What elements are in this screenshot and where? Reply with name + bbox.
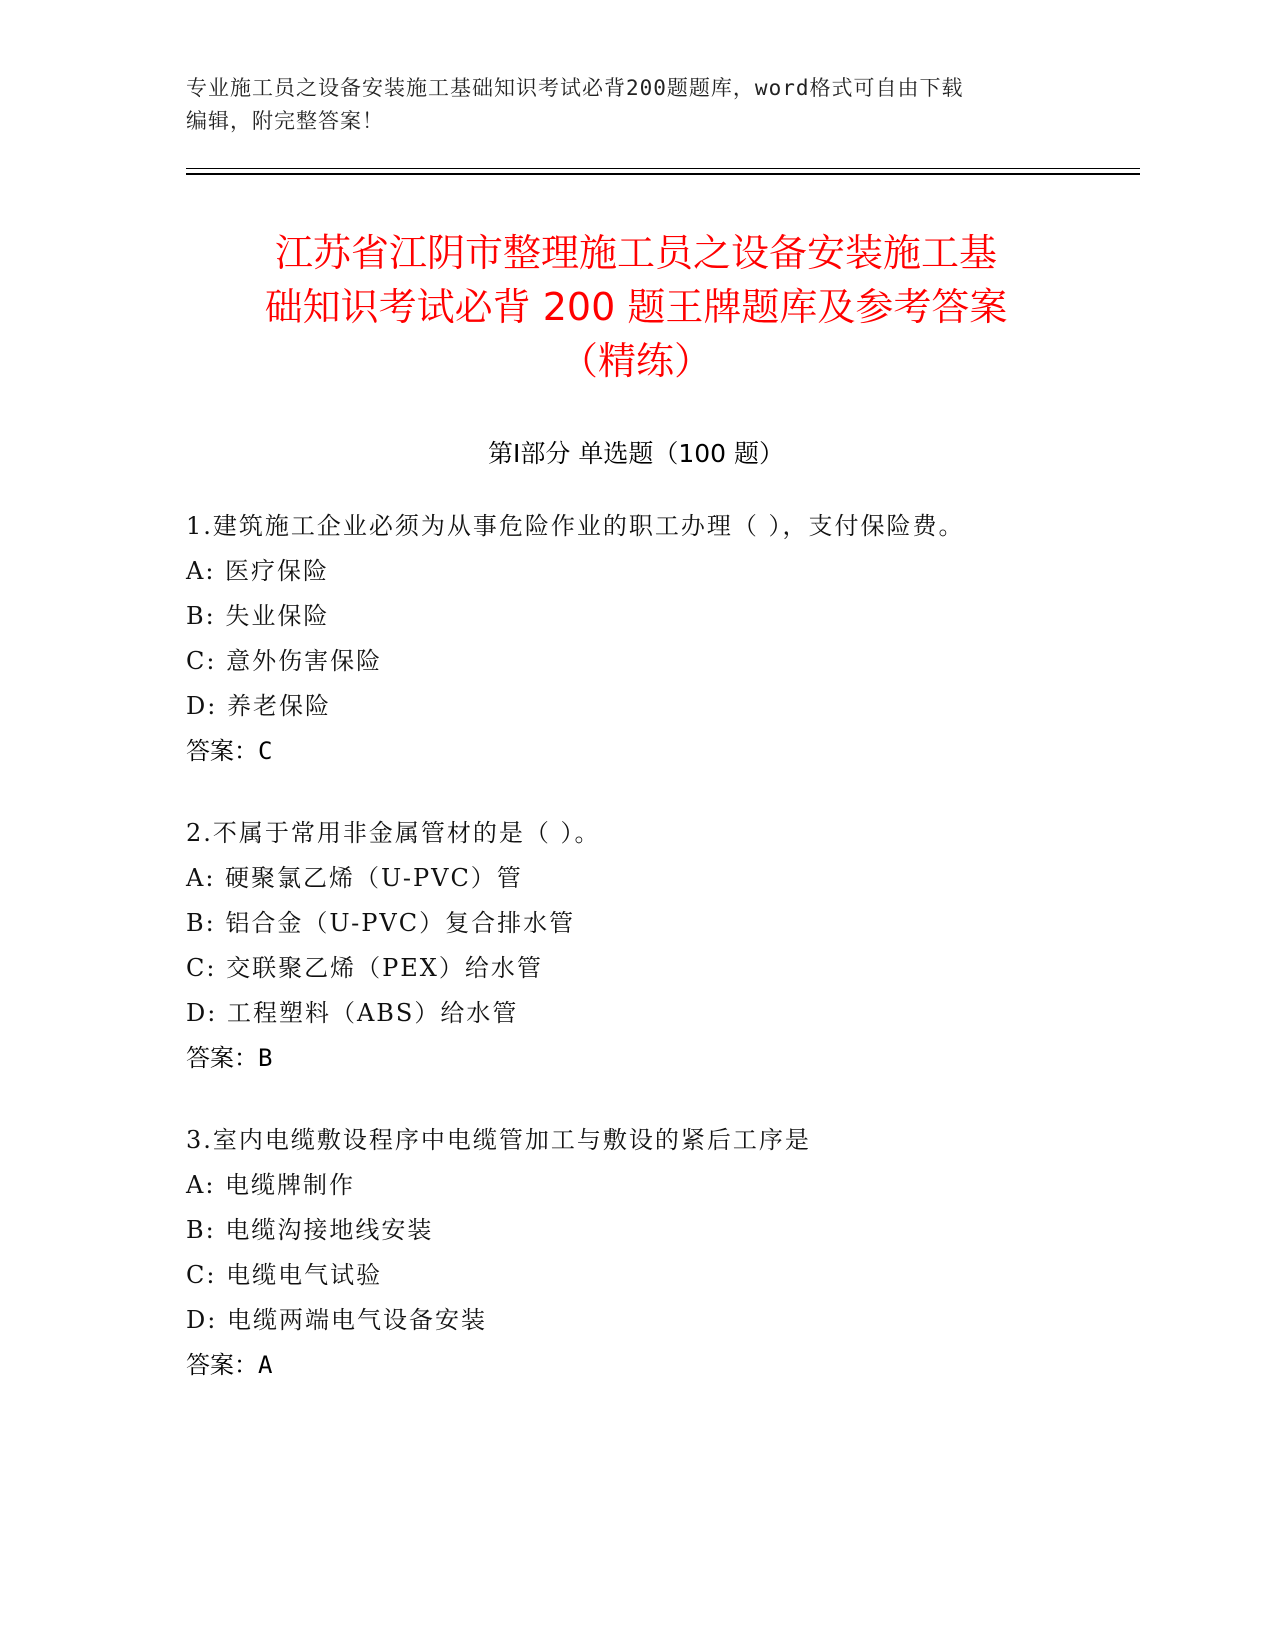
header-note-line-2: 编辑，附完整答案！	[186, 109, 384, 133]
header-note	[186, 72, 1086, 138]
option-c: C: 电缆电气试验	[186, 1261, 383, 1289]
question-stem: 2.不属于常用非金属管材的是（ ）。	[186, 819, 601, 847]
option-b: B: 失业保险	[186, 602, 330, 630]
header-divider-thick	[186, 173, 1140, 175]
document-title-line-2: 础知识考试必背 200 题王牌题库及参考答案	[264, 285, 1008, 329]
question-1	[186, 504, 1136, 774]
question-stem: 3.室内电缆敷设程序中电缆管加工与敷设的紧后工序是	[186, 1126, 811, 1154]
option-a: A: 医疗保险	[186, 557, 330, 585]
document-title-line-3: （精练）	[559, 339, 712, 383]
answer-value: A	[258, 1351, 273, 1379]
option-c: C: 意外伤害保险	[186, 647, 383, 675]
answer-label: 答案：	[186, 1044, 258, 1072]
answer-line	[186, 729, 1136, 774]
document-title-line-1: 江苏省江阴市整理施工员之设备安装施工基	[274, 231, 997, 275]
option-a: A: 硬聚氯乙烯（U-PVC）管	[186, 864, 523, 892]
option-d: D: 工程塑料（ABS）给水管	[186, 999, 519, 1027]
answer-line	[186, 1036, 1136, 1081]
question-2	[186, 811, 1136, 1081]
option-c: C: 交联聚乙烯（PEX）给水管	[186, 954, 543, 982]
answer-value: C	[258, 737, 273, 765]
answer-label: 答案：	[186, 737, 258, 765]
option-d: D: 养老保险	[186, 692, 331, 720]
document-title	[186, 226, 1086, 388]
answer-label: 答案：	[186, 1351, 258, 1379]
option-b: B: 铝合金（U-PVC）复合排水管	[186, 909, 576, 937]
option-a: A: 电缆牌制作	[186, 1171, 356, 1199]
question-stem: 1.建筑施工企业必须为从事危险作业的职工办理（ ），支付保险费。	[186, 512, 965, 540]
option-d: D: 电缆两端电气设备安装	[186, 1306, 487, 1334]
header-divider-thin	[186, 168, 1140, 169]
section-heading: 第Ⅰ部分 单选题（100 题）	[488, 439, 784, 468]
option-b: B: 电缆沟接地线安装	[186, 1216, 434, 1244]
header-note-line-1: 专业施工员之设备安装施工基础知识考试必背200题题库，word格式可自由下载	[186, 76, 964, 100]
answer-line	[186, 1343, 1136, 1388]
answer-value: B	[258, 1044, 273, 1072]
question-3	[186, 1118, 1136, 1388]
